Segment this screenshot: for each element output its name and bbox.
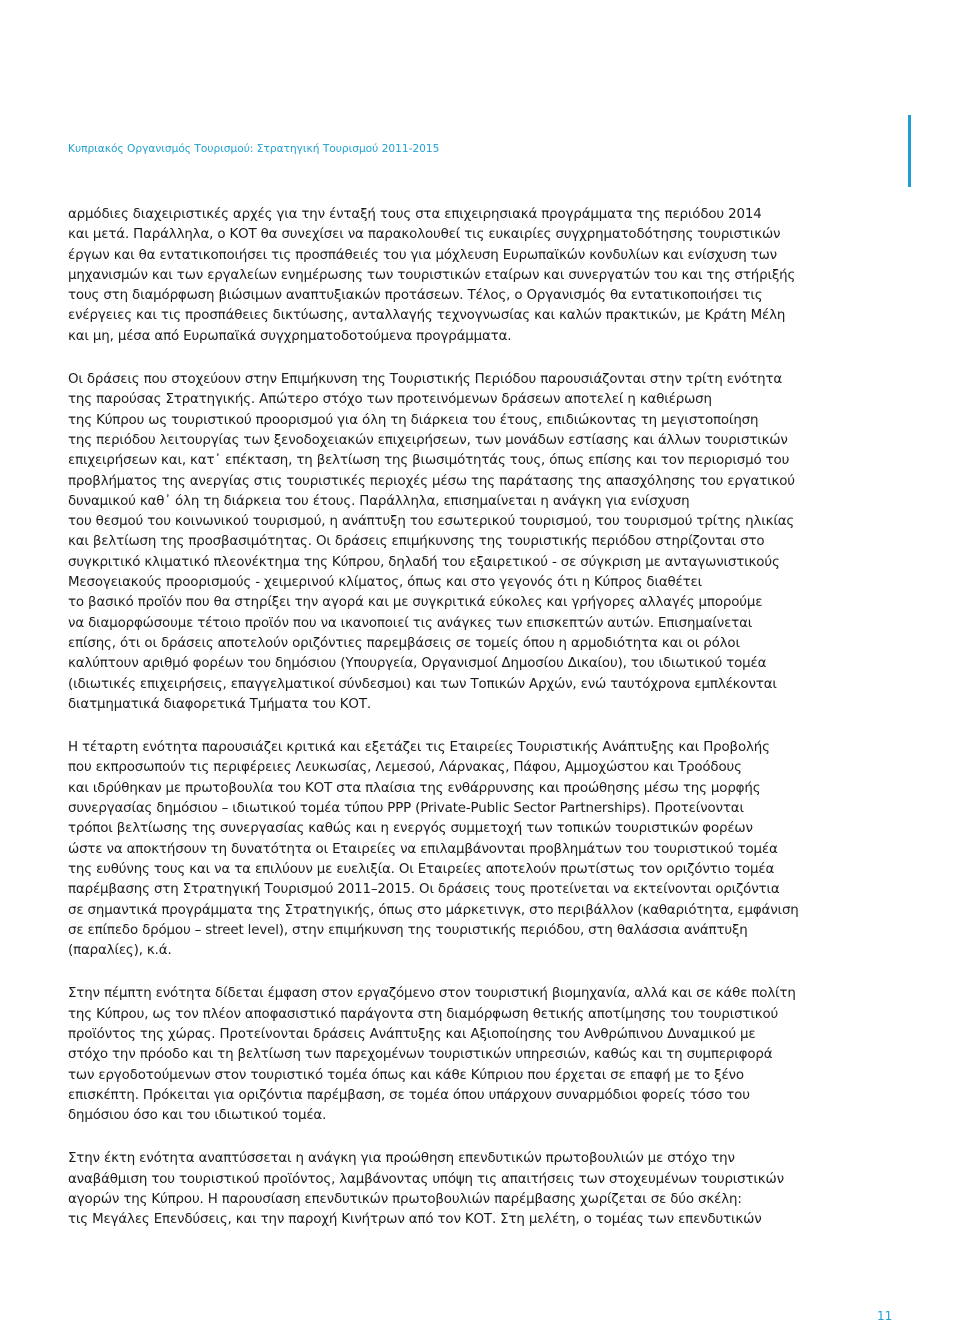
text-line: έργων και θα εντατικοποιήσει τις προσπάθειές του για μόχλευση Ευρωπαϊκών κονδυλίων και ενίσχυση των [68,247,777,263]
text-line: καλύπτουν αριθμό φορέων του δημόσιου (Υπουργεία, Οργανισμοί Δημοσίου Δικαίου), του ιδιωτικού τομέα [68,656,767,672]
text-line: συγκριτικό κλιματικό πλεονέκτημα της Κύπρου, δηλαδή του εξαιρετικού - σε σύγκριση με ανταγωνιστικούς [68,554,780,570]
text-line: δημόσιου όσο και του ιδιωτικού τομέα. [68,1108,327,1124]
margin-rule [908,115,911,187]
text-line: επιχειρήσεων και, κατ᾽ επέκταση, τη βελτίωση της βιωσιμότητάς τους, όπως επίσης και τον περιορισμό του [68,453,790,469]
paragraph [68,370,888,715]
text-line: παρέμβασης στη Στρατηγική Τουρισμού 2011–2015. Οι δράσεις τους προτείνεται να εκτείνονται οριζόντια [68,882,780,898]
page-number: 11 [877,1309,893,1323]
text-line: και μη, μέσα από Ευρωπαϊκά συγχρηματοδοτούμενα προγράμματα. [68,328,512,344]
text-line: της Κύπρου ως τουριστικού προορισμού για όλη τη διάρκεια του έτους, επιδιώκοντας τη μεγιστοποίηση [68,412,759,428]
text-line: τους στη διαμόρφωση βιώσιμων αναπτυξιακών προτάσεων. Τέλος, ο Οργανισμός θα εντατικοποιήσει τις [68,288,763,304]
text-line: μηχανισμών και των εργαλείων ενημέρωσης των τουριστικών εταίρων και συνεργατών του και της στήριξής [68,267,796,283]
text-line: αναβάθμιση του τουριστικού προϊόντος, λαμβάνοντας υπόψη τις απαιτήσεις των στοχευμένων τουριστικών [68,1171,784,1187]
text-line: και ιδρύθηκαν με πρωτοβουλία του ΚΟΤ στα πλαίσια της ενθάρρυνσης και προώθησης μέσω της μορφής [68,780,761,796]
text-line: Στην έκτη ενότητα αναπτύσσεται η ανάγκη για προώθηση επενδυτικών πρωτοβουλιών με στόχο την [68,1151,735,1167]
paragraph [68,738,888,961]
text-line: Μεσογειακούς προορισμούς - χειμερινού κλίματος, όπως και στο γεγονός ότι η Κύπρος διαθέτει [68,575,703,591]
text-line: ενέργειες και τις προσπάθειες δικτύωσης, ανταλλαγής τεχνογνωσίας και καλών πρακτικών, με Κράτη Μέλη [68,308,786,324]
text-line: επίσης, ότι οι δράσεις αποτελούν οριζόντιες παρεμβάσεις σε τομείς όπου η αρμοδιότητα και οι ρόλοι [68,635,740,651]
text-line: Οι δράσεις που στοχεύουν στην Επιμήκυνση της Τουριστικής Περιόδου παρουσιάζονται στην τρίτη ενότητα [68,372,783,388]
text-line: ώστε να αποκτήσουν τη δυνατότητα οι Εταιρείες να επιλαμβάνονται προβλημάτων του τουριστικού τομέα [68,841,778,857]
paragraph [68,984,888,1126]
text-line: που εκπροσωπούν τις περιφέρειες Λευκωσίας, Λεμεσού, Λάρνακας, Πάφου, Αμμοχώστου και Τροόδους [68,760,742,776]
text-line: δυναμικού καθ᾽ όλη τη διάρκεια του έτους. Παράλληλα, επισημαίνεται η ανάγκη για ενίσχυση [68,493,690,509]
text-line: συνεργασίας δημόσιου – ιδιωτικού τομέα τύπου PPP (Private-Public Sector Partnerships). Προτείνονται [68,801,744,817]
running-header: Κυπριακός Οργανισμός Τουρισμού: Στρατηγική Τουρισμού 2011-2015 [68,143,440,155]
text-line: διατμηματικά διαφορετικά Τμήματα του ΚΟΤ. [68,696,371,712]
text-line: Η τέταρτη ενότητα παρουσιάζει κριτικά και εξετάζει τις Εταιρείες Τουριστικής Ανάπτυξης και Προβολής [68,740,770,756]
text-line: να διαμορφώσουμε τέτοιο προϊόν που να ικανοποιεί τις ανάγκες των επισκεπτών αυτών. Επισημαίνεται [68,615,753,631]
text-line: τρόποι βελτίωσης της συνεργασίας καθώς και η ενεργός συμμετοχή των τοπικών τουριστικών φορέων [68,821,753,837]
text-line: της περιόδου λειτουργίας των ξενοδοχειακών επιχειρήσεων, των μονάδων εστίασης και άλλων τουριστικών [68,432,788,448]
text-line: και βελτίωση της προσβασιμότητας. Οι δράσεις επιμήκυνσης της τουριστικής περιόδου στηρίζονται στο [68,534,765,550]
text-line: του θεσμού του κοινωνικού τουρισμού, η ανάπτυξη του εσωτερικού τουρισμού, του τουρισμού τρίτης ηλικίας [68,514,795,530]
text-line: σε επίπεδο δρόμου – street level), στην επιμήκυνση της τουριστικής περιόδου, στη θαλάσσια ανάπτυξη [68,922,748,938]
text-line: στόχο την πρόοδο και τη βελτίωση των παρεχομένων τουριστικών υπηρεσιών, καθώς και τη συμπεριφορά [68,1047,773,1063]
text-line: και μετά. Παράλληλα, ο ΚΟΤ θα συνεχίσει να παρακολουθεί τις ευκαιρίες συγχρηματοδότησης τουριστικών [68,227,781,243]
text-line: τις Μεγάλες Επενδύσεις, και την παροχή Κινήτρων από τον ΚΟΤ. Στη μελέτη, ο τομέας των επενδυτικών [68,1212,762,1228]
text-line: επισκέπτη. Πρόκειται για οριζόντια παρέμβαση, σε τομέα όπου υπάρχουν συναρμόδιοι φορείς τόσο του [68,1087,750,1103]
text-line: της παρούσας Στρατηγικής. Απώτερο στόχο των προτεινόμενων δράσεων αποτελεί η καθιέρωση [68,392,712,408]
text-line: (παραλίες), κ.ά. [68,943,172,959]
text-line: Στην πέμπτη ενότητα δίδεται έμφαση στον εργαζόμενο στον τουριστική βιομηχανία, αλλά και σε κάθε πολίτη [68,986,796,1002]
paragraph [68,205,888,347]
text-line: προβλήματος της ανεργίας στις τουριστικές περιοχές μέσω της παράτασης της απασχόλησης του εργατικού [68,473,795,489]
text-line: της Κύπρου, ως τον πλέον αποφασιστικό παράγοντα στη διαμόρφωση θετικής αποτίμησης του τουριστικού [68,1006,779,1022]
text-line: της ευθύνης τους και να τα επιλύουν με ευελιξία. Οι Εταιρείες αποτελούν πρωτίστως τον οριζόντιο τομέα [68,861,775,877]
text-line: σε σημαντικά προγράμματα της Στρατηγικής, όπως στο μάρκετινγκ, στο περιβάλλον (καθαριότητα, εμφάνιση [68,902,799,918]
text-line: αρμόδιες διαχειριστικές αρχές για την ένταξή τους στα επιχειρησιακά προγράμματα της περιόδου 2014 [68,207,762,222]
text-line: προϊόντος της χώρας. Προτείνονται δράσεις Ανάπτυξης και Αξιοποίησης του Ανθρώπινου Δυναμικού με [68,1026,756,1042]
text-line: των εργοδοτούμενων στον τουριστικό τομέα όπως και κάθε Κύπριου που έρχεται σε επαφή με το ξένο [68,1067,744,1083]
body-text [68,205,888,1254]
text-line: αγορών της Κύπρου. Η παρουσίαση επενδυτικών πρωτοβουλιών παρέμβασης χωρίζεται σε δύο σκέλη: [68,1192,742,1208]
text-line: το βασικό προϊόν που θα στηρίξει την αγορά και με συγκριτικά εύκολες και γρήγορες αλλαγές μπορούμε [68,595,763,611]
paragraph [68,1149,888,1230]
text-line: (ιδιωτικές επιχειρήσεις, επαγγελματικοί σύνδεσμοι) και των Τοπικών Αρχών, ενώ ταυτόχρονα εμπλέκονται [68,676,777,692]
